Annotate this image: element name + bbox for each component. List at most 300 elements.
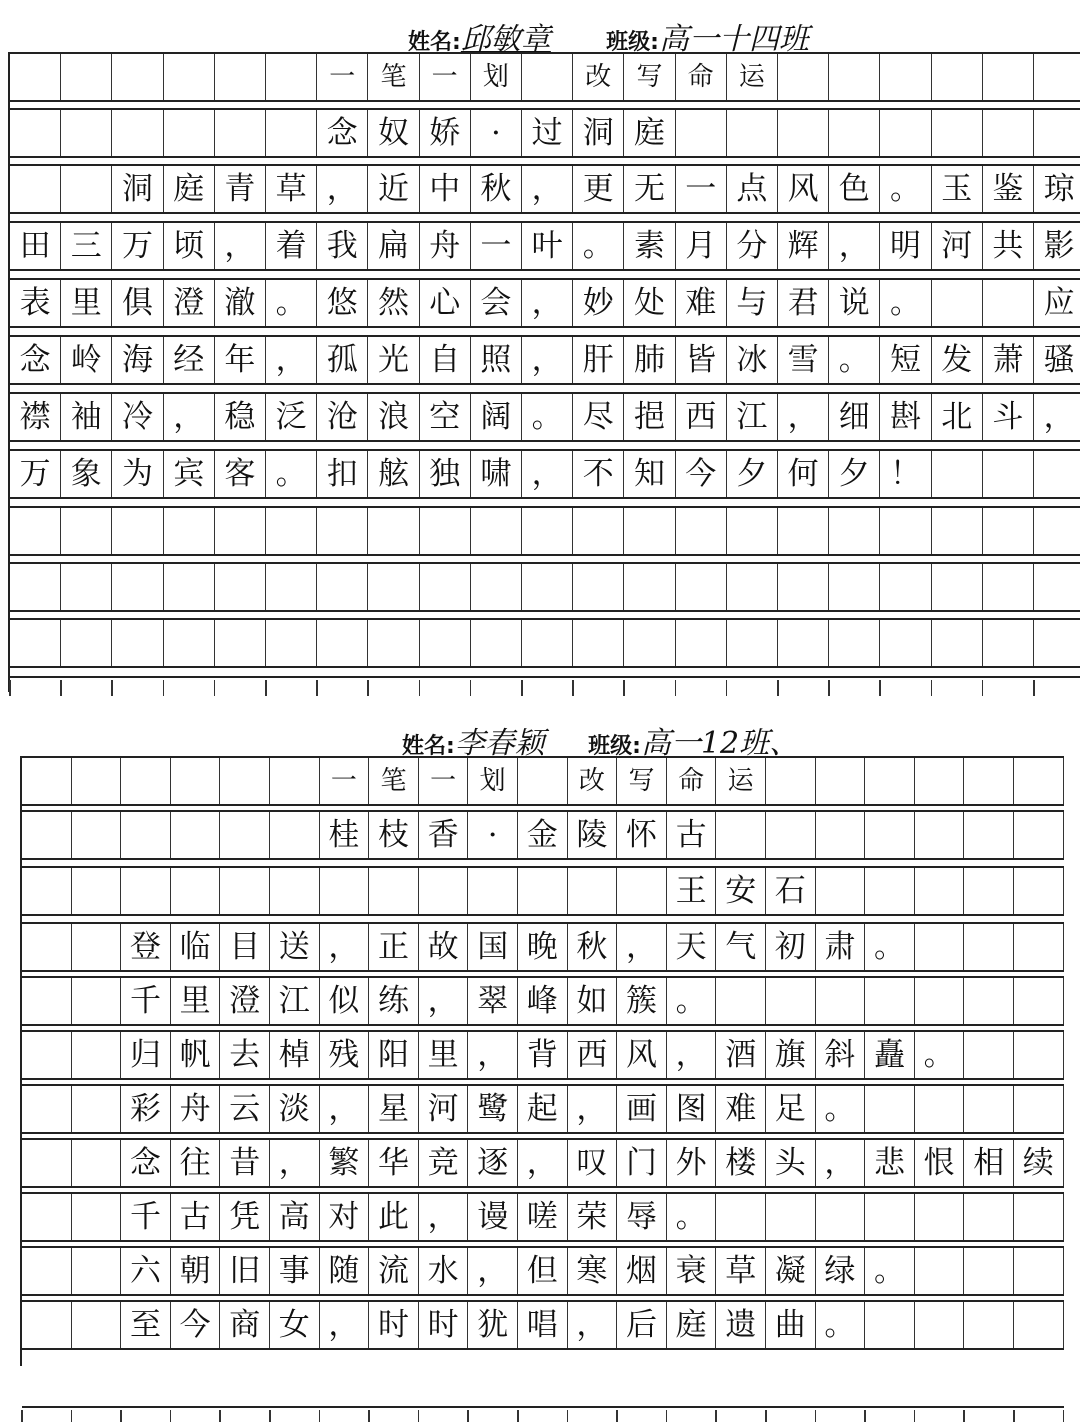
grid-cell: ， <box>1034 394 1080 440</box>
grid-cell: 草 <box>266 166 317 212</box>
grid-cell <box>112 620 163 666</box>
grid-cell: 翠 <box>468 978 518 1024</box>
grid-cell <box>816 1194 866 1240</box>
grid-cell <box>880 110 931 156</box>
grid-cell: 泛 <box>266 394 317 440</box>
grid-cell <box>1034 508 1080 554</box>
grid-cell: 知 <box>624 451 675 497</box>
grid-cell: 划 <box>471 54 522 100</box>
grid-cell: 辉 <box>778 223 829 269</box>
grid-cell: 客 <box>215 451 266 497</box>
grid-cell: 冰 <box>727 337 778 383</box>
grid-row <box>10 392 1080 442</box>
grid-cell: 然 <box>368 280 419 326</box>
grid-row <box>22 866 1064 916</box>
grid-cell <box>865 978 915 1024</box>
grid-cell: 共 <box>983 223 1034 269</box>
grid-cell <box>72 978 122 1024</box>
grid-partial-row-line <box>10 676 1080 678</box>
grid-cell: 起 <box>518 1086 568 1132</box>
grid-row <box>10 164 1080 214</box>
grid-cell: 衰 <box>667 1248 717 1294</box>
grid-cell <box>22 1086 72 1132</box>
grid-cell: 彩 <box>121 1086 171 1132</box>
grid-cell: 稳 <box>215 394 266 440</box>
grid-cell: 但 <box>518 1248 568 1294</box>
grid-cell <box>522 620 573 666</box>
grid-cell: 君 <box>778 280 829 326</box>
class-name: 高一12班、 <box>640 726 800 761</box>
grid-cell: 玉 <box>932 166 983 212</box>
grid-cell: 写 <box>624 54 675 100</box>
student-name: 李春颖 <box>454 726 545 761</box>
grid-tick <box>567 1410 569 1422</box>
grid-cell: 田 <box>10 223 61 269</box>
grid-cell: 阳 <box>369 1032 419 1078</box>
grid-cell: 目 <box>220 924 270 970</box>
grid-tick <box>418 1410 420 1422</box>
grid-cell: 晚 <box>518 924 568 970</box>
grid-tick <box>316 680 318 696</box>
grid-cell <box>676 110 727 156</box>
grid-cell: 凝 <box>766 1248 816 1294</box>
grid-cell: · <box>471 110 522 156</box>
grid-cell: 一 <box>471 223 522 269</box>
grid-cell: 庭 <box>164 166 215 212</box>
grid-cell <box>676 508 727 554</box>
grid-cell <box>1014 758 1064 804</box>
grid-cell: 肺 <box>624 337 675 383</box>
grid-cell: 此 <box>369 1194 419 1240</box>
grid-cell <box>471 508 522 554</box>
grid-cell <box>164 110 215 156</box>
grid-cell <box>121 868 171 914</box>
grid-row <box>10 449 1080 499</box>
grid-cell: 年 <box>215 337 266 383</box>
grid-cell: 石 <box>766 868 816 914</box>
grid-cell: 归 <box>121 1032 171 1078</box>
grid-cell <box>72 1194 122 1240</box>
grid-tick <box>666 1410 668 1422</box>
grid-cell <box>865 812 915 858</box>
grid-row <box>22 1084 1064 1134</box>
grid-cell: 经 <box>164 337 215 383</box>
grid-tick <box>616 1410 618 1422</box>
grid-cell: 应 <box>1034 280 1080 326</box>
grid-cell <box>865 758 915 804</box>
grid-cell: · <box>468 812 518 858</box>
grid-cell: 近 <box>368 166 419 212</box>
grid-row <box>10 335 1080 385</box>
grid-cell <box>915 868 965 914</box>
grid-cell <box>266 620 317 666</box>
grid-cell: 更 <box>573 166 624 212</box>
grid-cell: 中 <box>420 166 471 212</box>
grid-cell <box>112 508 163 554</box>
grid-cell <box>915 924 965 970</box>
grid-cell: 万 <box>112 223 163 269</box>
grid-cell <box>880 508 931 554</box>
grid-cell: 一 <box>317 54 368 100</box>
grid-cell: 画 <box>617 1086 667 1132</box>
grid-cell: 宾 <box>164 451 215 497</box>
grid-cell: 分 <box>727 223 778 269</box>
grid-cell: 鉴 <box>983 166 1034 212</box>
grid-cell: 西 <box>568 1032 618 1078</box>
grid-cell <box>369 868 419 914</box>
grid-cell <box>215 54 266 100</box>
grid-cell: 古 <box>171 1194 221 1240</box>
grid-cell <box>164 54 215 100</box>
grid-cell: 冷 <box>112 394 163 440</box>
grid-cell: ， <box>778 394 829 440</box>
grid-cell <box>880 54 931 100</box>
grid-cell <box>10 508 61 554</box>
grid-cell <box>573 620 624 666</box>
grid-cell: 随 <box>320 1248 370 1294</box>
grid-cell: 运 <box>727 54 778 100</box>
grid-tick <box>467 1410 469 1422</box>
grid-cell: 雪 <box>778 337 829 383</box>
grid-cell: 高 <box>270 1194 320 1240</box>
grid-cell: 棹 <box>270 1032 320 1078</box>
grid-cell <box>727 110 778 156</box>
grid-cell <box>518 868 568 914</box>
grid-cell: 荣 <box>568 1194 618 1240</box>
grid-cell <box>61 564 112 610</box>
grid-cell <box>1014 868 1064 914</box>
grid-cell: 事 <box>270 1248 320 1294</box>
grid-tick <box>726 680 728 696</box>
grid-cell: 里 <box>419 1032 469 1078</box>
grid-tick <box>517 1410 519 1422</box>
grid-cell <box>270 758 320 804</box>
heading-row <box>22 756 1064 806</box>
grid-cell: 。 <box>865 924 915 970</box>
grid-row <box>22 1300 1064 1350</box>
grid-cell: 风 <box>778 166 829 212</box>
grid-cell: 。 <box>829 337 880 383</box>
grid-cell <box>72 812 122 858</box>
grid-cell: 天 <box>667 924 717 970</box>
grid-cell <box>419 868 469 914</box>
grid-cell: ， <box>270 1140 320 1186</box>
grid-cell: 运 <box>716 758 766 804</box>
grid-tick <box>269 1410 271 1422</box>
grid-cell: 后 <box>617 1302 667 1348</box>
grid-cell <box>1014 1032 1064 1078</box>
class-label: 班级: <box>588 734 641 759</box>
grid-cell: 挹 <box>624 394 675 440</box>
grid-cell: 难 <box>676 280 727 326</box>
grid-cell: 青 <box>215 166 266 212</box>
grid-cell <box>22 1248 72 1294</box>
grid-cell: 为 <box>112 451 163 497</box>
grid-cell: 遗 <box>716 1302 766 1348</box>
grid-cell: 残 <box>320 1032 370 1078</box>
grid-cell: 今 <box>171 1302 221 1348</box>
grid-cell <box>983 620 1034 666</box>
grid-cell: 峰 <box>518 978 568 1024</box>
grid-tick <box>828 680 830 696</box>
grid-cell <box>932 451 983 497</box>
grid-tick <box>368 1410 370 1422</box>
grid-cell: 初 <box>766 924 816 970</box>
grid-cell: ， <box>522 451 573 497</box>
grid-cell: 明 <box>880 223 931 269</box>
grid-tick <box>60 680 62 696</box>
grid-cell: 娇 <box>420 110 471 156</box>
grid-tick <box>9 680 11 696</box>
grid-tick <box>1013 1410 1015 1422</box>
grid-cell <box>766 758 816 804</box>
grid-cell: 繁 <box>320 1140 370 1186</box>
grid-cell: 桂 <box>320 812 370 858</box>
grid-tick <box>367 680 369 696</box>
grid-cell <box>932 620 983 666</box>
grid-cell <box>10 110 61 156</box>
grid-cell: ， <box>522 280 573 326</box>
grid-cell: 处 <box>624 280 675 326</box>
grid-cell <box>171 868 221 914</box>
grid-cell <box>964 758 1014 804</box>
grid-partial-row-line <box>22 1406 1064 1408</box>
grid-cell: 叹 <box>568 1140 618 1186</box>
grid-row <box>22 922 1064 972</box>
grid-cell: 点 <box>727 166 778 212</box>
grid-cell: 水 <box>419 1248 469 1294</box>
grid-cell <box>220 758 270 804</box>
grid-tick <box>931 680 933 696</box>
grid-tick <box>623 680 625 696</box>
grid-tick <box>214 680 216 696</box>
grid-cell: 念 <box>121 1140 171 1186</box>
grid-cell: 谩 <box>468 1194 518 1240</box>
grid-cell <box>766 1194 816 1240</box>
grid-cell: 嗟 <box>518 1194 568 1240</box>
grid-cell: 影 <box>1034 223 1080 269</box>
grid-tick <box>572 680 574 696</box>
grid-cell <box>573 508 624 554</box>
grid-cell: 风 <box>617 1032 667 1078</box>
grid-cell <box>932 110 983 156</box>
grid-cell: ， <box>518 1140 568 1186</box>
grid-cell <box>266 508 317 554</box>
grid-tick <box>765 1410 767 1422</box>
writing-grid-2 <box>20 756 1062 1366</box>
grid-cell <box>778 564 829 610</box>
grid-cell <box>215 564 266 610</box>
grid-cell: 王 <box>667 868 717 914</box>
grid-cell: 朝 <box>171 1248 221 1294</box>
grid-cell: 。 <box>816 1086 866 1132</box>
grid-cell <box>983 564 1034 610</box>
grid-cell <box>61 620 112 666</box>
grid-cell <box>964 1032 1014 1078</box>
grid-cell: 顷 <box>164 223 215 269</box>
grid-cell <box>915 1194 965 1240</box>
grid-cell: 练 <box>369 978 419 1024</box>
grid-cell: 去 <box>220 1032 270 1078</box>
grid-cell <box>1014 1302 1064 1348</box>
grid-cell <box>778 110 829 156</box>
grid-cell: 我 <box>317 223 368 269</box>
grid-cell <box>1014 1086 1064 1132</box>
grid-cell: 万 <box>10 451 61 497</box>
grid-cell: 。 <box>522 394 573 440</box>
grid-cell: ， <box>468 1248 518 1294</box>
grid-tick <box>120 1410 122 1422</box>
grid-cell <box>932 280 983 326</box>
grid-cell: 月 <box>676 223 727 269</box>
grid-cell <box>266 564 317 610</box>
grid-cell <box>171 812 221 858</box>
grid-cell: ， <box>568 1086 618 1132</box>
grid-tick <box>777 680 779 696</box>
grid-cell <box>220 868 270 914</box>
grid-tick <box>1033 680 1035 696</box>
grid-cell <box>72 1086 122 1132</box>
grid-cell: 商 <box>220 1302 270 1348</box>
grid-cell: ， <box>320 1302 370 1348</box>
grid-row <box>10 562 1080 612</box>
grid-cell: 洞 <box>573 110 624 156</box>
grid-cell: 无 <box>624 166 675 212</box>
grid-cell: 。 <box>266 451 317 497</box>
grid-cell: 悲 <box>865 1140 915 1186</box>
grid-cell: 扣 <box>317 451 368 497</box>
grid-cell <box>22 1140 72 1186</box>
grid-cell: 自 <box>420 337 471 383</box>
grid-cell: 国 <box>468 924 518 970</box>
grid-cell <box>816 812 866 858</box>
grid-cell: 。 <box>865 1248 915 1294</box>
grid-cell: 素 <box>624 223 675 269</box>
grid-cell <box>112 110 163 156</box>
grid-cell <box>716 812 766 858</box>
grid-cell: 划 <box>468 758 518 804</box>
grid-cell <box>983 508 1034 554</box>
grid-cell: 鹭 <box>468 1086 518 1132</box>
grid-cell <box>1034 110 1080 156</box>
grid-cell <box>932 54 983 100</box>
class-label: 班级: <box>606 30 659 55</box>
grid-tick <box>163 680 165 696</box>
grid-cell <box>522 508 573 554</box>
grid-cell: 发 <box>932 337 983 383</box>
grid-cell <box>676 564 727 610</box>
grid-cell: 与 <box>727 280 778 326</box>
grid-cell: 洞 <box>112 166 163 212</box>
grid-cell: 心 <box>420 280 471 326</box>
grid-cell: 孤 <box>317 337 368 383</box>
grid-cell: 陵 <box>568 812 618 858</box>
grid-cell: 六 <box>121 1248 171 1294</box>
grid-cell <box>932 564 983 610</box>
grid-cell: 夕 <box>727 451 778 497</box>
grid-cell <box>368 564 419 610</box>
grid-cell: 旗 <box>766 1032 816 1078</box>
grid-tick <box>170 1410 172 1422</box>
grid-cell: 澄 <box>164 280 215 326</box>
grid-cell: 不 <box>573 451 624 497</box>
grid-cell <box>164 620 215 666</box>
grid-tick <box>963 1410 965 1422</box>
name-label: 姓名: <box>402 734 455 759</box>
grid-cell <box>1034 451 1080 497</box>
grid-cell: 岭 <box>61 337 112 383</box>
grid-cell: 簇 <box>617 978 667 1024</box>
grid-cell: 说 <box>829 280 880 326</box>
grid-cell: 舟 <box>171 1086 221 1132</box>
grid-cell <box>164 508 215 554</box>
grid-cell <box>865 1302 915 1348</box>
grid-cell <box>22 1302 72 1348</box>
grid-cell: ， <box>617 924 667 970</box>
grid-cell: 矗 <box>865 1032 915 1078</box>
grid-cell <box>716 1194 766 1240</box>
grid-cell: 琼 <box>1034 166 1080 212</box>
grid-cell: 头 <box>766 1140 816 1186</box>
grid-cell: 枝 <box>369 812 419 858</box>
grid-cell: ， <box>419 1194 469 1240</box>
grid-cell: 北 <box>932 394 983 440</box>
grid-row <box>10 221 1080 271</box>
grid-cell: 竞 <box>419 1140 469 1186</box>
grid-cell <box>317 564 368 610</box>
grid-cell: 。 <box>915 1032 965 1078</box>
grid-cell: 一 <box>420 54 471 100</box>
grid-cell <box>72 1032 122 1078</box>
grid-cell <box>915 1086 965 1132</box>
grid-cell <box>816 868 866 914</box>
grid-cell: 昔 <box>220 1140 270 1186</box>
grid-cell <box>573 564 624 610</box>
grid-row <box>10 278 1080 328</box>
grid-cell: 草 <box>716 1248 766 1294</box>
grid-cell <box>816 978 866 1024</box>
grid-cell: 斗 <box>983 394 1034 440</box>
grid-cell <box>865 1086 915 1132</box>
grid-tick <box>419 680 421 696</box>
grid-cell <box>1034 564 1080 610</box>
grid-cell: 秋 <box>471 166 522 212</box>
grid-cell <box>10 564 61 610</box>
grid-cell: 临 <box>171 924 221 970</box>
name-label: 姓名: <box>408 30 461 55</box>
grid-cell: 会 <box>471 280 522 326</box>
grid-cell <box>522 564 573 610</box>
grid-cell: 照 <box>471 337 522 383</box>
grid-cell <box>522 54 573 100</box>
grid-row <box>22 1138 1064 1188</box>
grid-cell <box>964 978 1014 1024</box>
grid-tick <box>675 680 677 696</box>
grid-cell <box>171 758 221 804</box>
grid-cell: 。 <box>880 166 931 212</box>
grid-cell <box>420 564 471 610</box>
grid-cell <box>518 758 568 804</box>
grid-tick <box>879 680 881 696</box>
grid-cell: 肃 <box>816 924 866 970</box>
grid-cell <box>716 978 766 1024</box>
grid-cell: 唱 <box>518 1302 568 1348</box>
grid-cell: 斟 <box>880 394 931 440</box>
grid-cell: 曲 <box>766 1302 816 1348</box>
grid-cell: 古 <box>667 812 717 858</box>
grid-cell: 萧 <box>983 337 1034 383</box>
grid-cell: 表 <box>10 280 61 326</box>
